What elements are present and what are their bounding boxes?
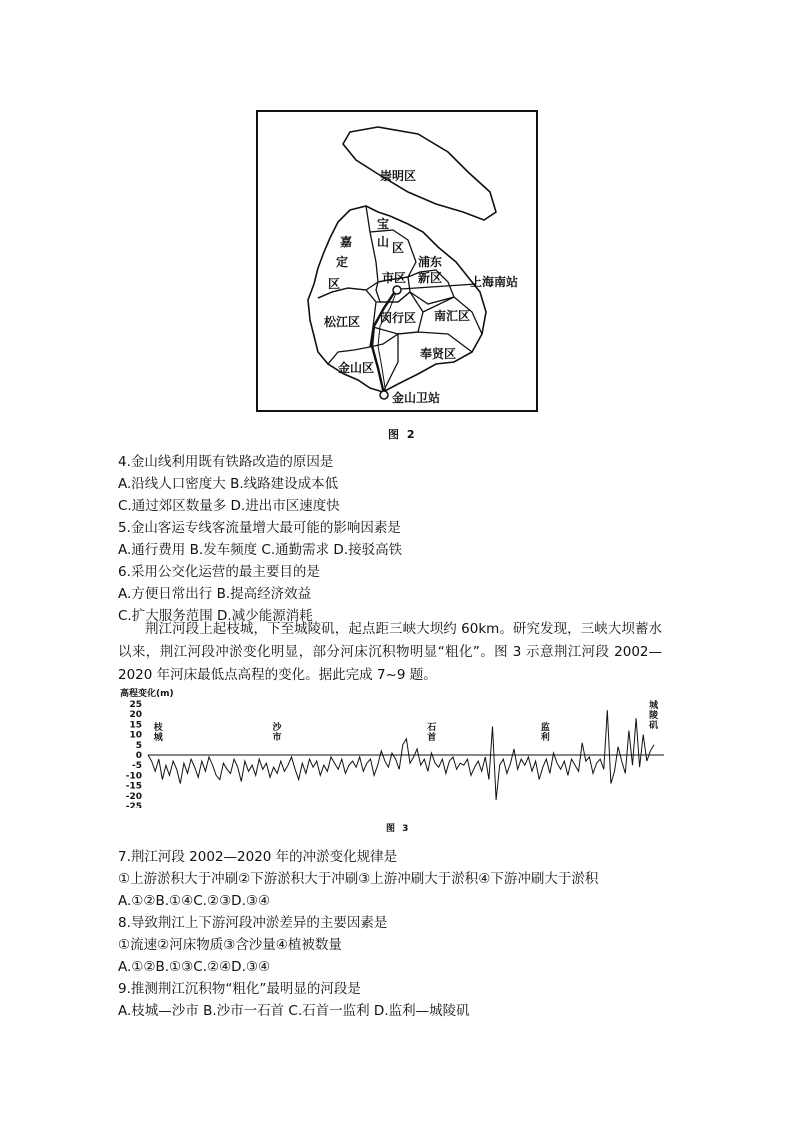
question-5-options: A.通行费用 B.发车频度 C.通勤需求 D.接驳高铁 [118, 542, 403, 558]
chart-ytick-label: 15 [129, 720, 142, 731]
chart-ytick-label: 0 [135, 751, 142, 761]
chart-station-label: 矶 [649, 721, 659, 731]
shanghai-south-station [393, 286, 401, 294]
question-5: 5.金山客运专线客流量增大最可能的影响因素是 [118, 520, 401, 536]
label-baoshan-2: 山 [377, 235, 390, 249]
chart-ytick-label: 10 [129, 730, 142, 741]
label-songjiang: 松江区 [324, 315, 361, 329]
chart-station-label: 城 [649, 701, 659, 711]
label-jinshan: 金山区 [338, 361, 375, 375]
shanghai-map-svg [258, 112, 536, 410]
question-4: 4.金山线利用既有铁路改造的原因是 [118, 454, 334, 470]
label-shiqu: 市区 [382, 271, 407, 285]
figure3-caption: 图 3 [386, 824, 411, 834]
label-fengxian: 奉贤区 [420, 347, 457, 361]
chart-station-label: 陵 [649, 711, 659, 721]
question-4-options-1: A.沿线人口密度大 B.线路建设成本低 [118, 476, 339, 492]
label-pudong-2: 新区 [418, 271, 443, 285]
label-jiading-1: 嘉 [340, 235, 353, 249]
question-8-items: ①流速②河床物质③含沙量④植被数量 [118, 937, 342, 953]
label-baoshan-1: 宝 [377, 217, 390, 231]
question-7: 7.荆江河段 2002—2020 年的冲淤变化规律是 [118, 849, 398, 865]
label-shanghai-south: 上海南站 [470, 275, 519, 289]
chart-station-label: 监 [540, 723, 550, 733]
figure2-caption: 图 2 [388, 428, 417, 441]
passage-jingjiang: 荆江河段上起枝城，下至城陵矶，起点距三峡大坝约 60km。研究发现，三峡大坝蓄水以来，荆江河段冲淤变化明显，部分河床沉积物明显“粗化”。图 3 示意荆江河段 2002—2020 年河床最低点高程的变化。据此完成 7~9 题。 [118, 621, 662, 683]
chart-ytick-label: -10 [125, 771, 142, 782]
chart-station-label: 城 [153, 733, 163, 743]
label-jiading-2: 定 [336, 255, 349, 269]
chart-station-label: 利 [540, 733, 550, 743]
label-jinshanwei: 金山卫站 [392, 391, 441, 405]
figure2-map [256, 110, 538, 412]
jiading-boundary [318, 206, 378, 298]
label-jiading-3: 区 [328, 277, 341, 291]
chart-stations [154, 699, 659, 743]
label-minhang: 闵行区 [380, 311, 417, 325]
question-7-items: ①上游淤积大于冲刷②下游淤积大于冲刷③上游冲刷大于淤积④下游冲刷大于淤积 [118, 871, 599, 887]
chart-ytick-label: 5 [135, 740, 142, 751]
question-7-options: A.①②B.①④C.②③D.③④ [118, 893, 271, 909]
figure3-chart [118, 688, 674, 808]
question-8: 8.导致荆江上下游河段冲淤差异的主要因素是 [118, 915, 388, 931]
chart-station-label: 枝 [153, 723, 163, 733]
figure3-chart-svg [118, 688, 674, 808]
label-baoshan-3: 区 [392, 241, 405, 255]
chart-yticks [126, 700, 142, 808]
chart-ytick-label: -20 [125, 791, 142, 802]
label-nanhui: 南汇区 [434, 309, 471, 323]
question-6-options-1: A.方便日常出行 B.提高经济效益 [118, 586, 312, 602]
chart-ytick-label: -5 [132, 761, 142, 772]
chart-ytick-label: -25 [125, 802, 142, 808]
question-9-options: A.枝城—沙市 B.沙市一石首 C.石首一监利 D.监利—城陵矶 [118, 1003, 470, 1019]
label-pudong-1: 浦东 [418, 255, 443, 269]
jinshanwei-station [380, 391, 388, 399]
chart-station-label: 市 [272, 733, 282, 743]
label-chongming: 崇明区 [380, 169, 417, 183]
question-9: 9.推测荆江沉积物“粗化”最明显的河段是 [118, 981, 361, 997]
chart-station-label: 首 [427, 733, 437, 743]
question-8-options: A.①②B.①③C.②④D.③④ [118, 959, 271, 975]
chart-ytick-label: 25 [129, 700, 142, 710]
chart-ytick-label: -15 [125, 781, 142, 792]
chart-station-label: 沙 [272, 723, 282, 733]
chart-station-label: 石 [427, 723, 437, 733]
question-6-options-2: C.扩大服务范围 D.减少能源消耗 [118, 608, 313, 624]
chart-ytick-label: 20 [129, 710, 142, 721]
question-6: 6.采用公交化运营的最主要目的是 [118, 564, 320, 580]
question-4-options-2: C.通过郊区数量多 D.进出市区速度快 [118, 498, 340, 514]
chart-ylabel: 高程变化(m) [120, 689, 174, 699]
